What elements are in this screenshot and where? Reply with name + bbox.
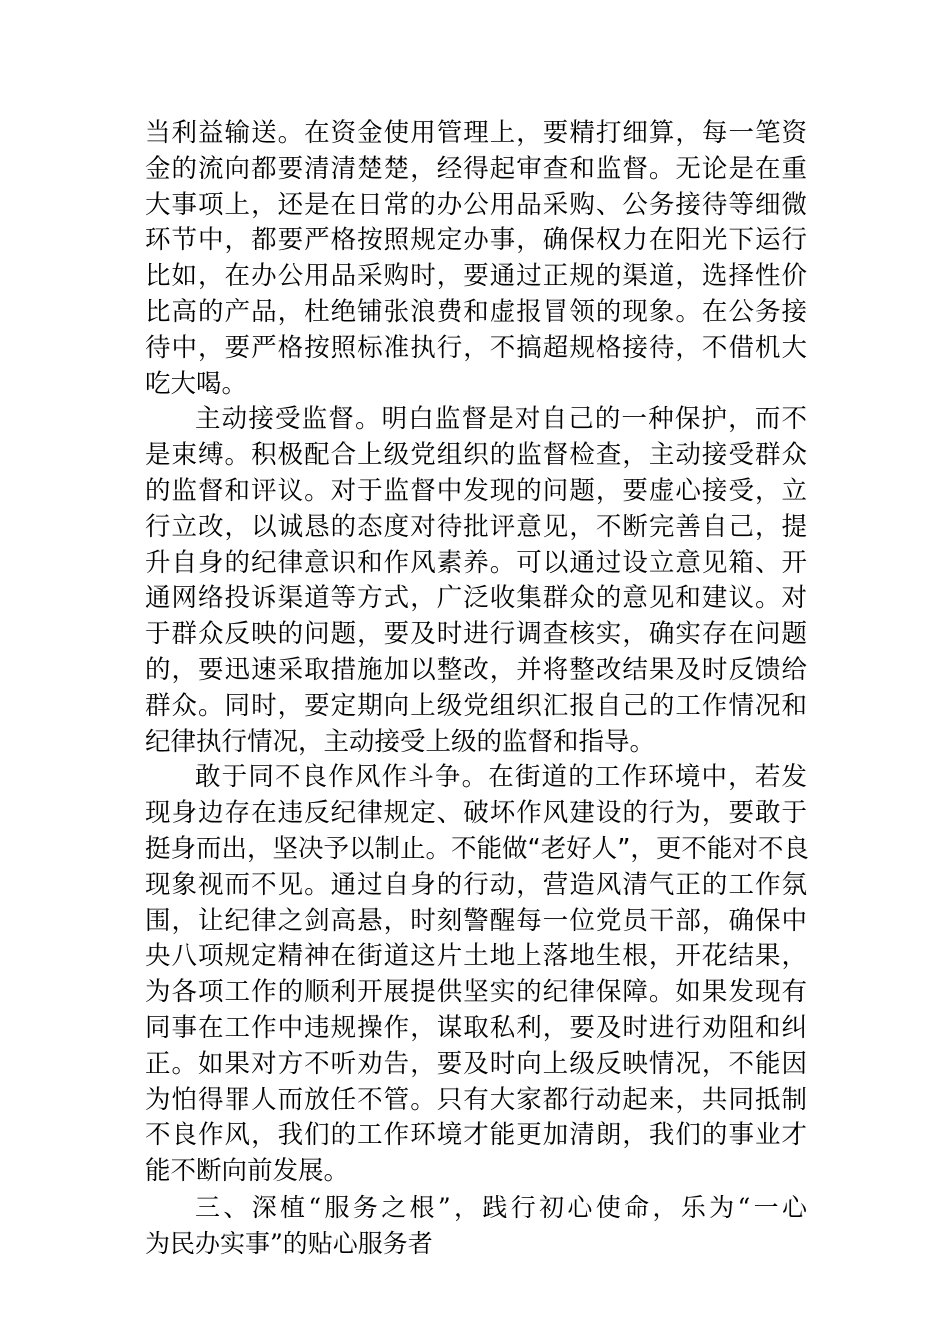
text-line: 吃大喝。 — [145, 368, 248, 399]
text-line: 比高的产品，杜绝铺张浪费和虚报冒领的现象。在公务接 — [145, 296, 807, 327]
text-line: 央八项规定精神在街道这片土地上落地生根，开花结果， — [145, 941, 807, 972]
text-line: 比如，在办公用品采购时，要通过正规的渠道，选择性价 — [145, 261, 807, 292]
text-line: 当利益输送。在资金使用管理上，要精打细算，每一笔资 — [145, 118, 807, 148]
text-line: 是束缚。积极配合上级党组织的监督检查，主动接受群众 — [145, 440, 807, 471]
document-body — [145, 116, 807, 1262]
section-heading-line: 三、深植“服务之根”，践行初心使命，乐为“一心 — [195, 1192, 807, 1222]
text-line: 升自身的纪律意识和作风素养。可以通过设立意见箱、开 — [145, 547, 807, 578]
text-line: 的监督和评议。对于监督中发现的问题，要虚心接受，立 — [145, 475, 807, 506]
section-heading-line: 为民办实事”的贴心服务者 — [145, 1228, 433, 1258]
text-line: 为怕得罪人而放任不管。只有大家都行动起来，共同抵制 — [145, 1084, 807, 1115]
text-line: 现身边存在违反纪律规定、破坏作风建设的行为，要敢于 — [145, 798, 807, 829]
text-line: 群众。同时，要定期向上级党组织汇报自己的工作情况和 — [145, 690, 807, 721]
paragraph-start-line: 敢于同不良作风作斗争。在街道的工作环境中，若发 — [195, 762, 807, 793]
text-line: 通网络投诉渠道等方式，广泛收集群众的意见和建议。对 — [145, 583, 807, 614]
text-line: 于群众反映的问题，要及时进行调查核实，确实存在问题 — [145, 619, 807, 650]
text-line: 待中，要严格按照标准执行，不搞超规格接待，不借机大 — [145, 332, 807, 363]
text-line: 环节中，都要严格按照规定办事，确保权力在阳光下运行 — [145, 225, 807, 256]
text-line: 金的流向都要清清楚楚，经得起审查和监督。无论是在重 — [145, 153, 807, 184]
text-line: 大事项上，还是在日常的办公用品采购、公务接待等细微 — [145, 189, 807, 220]
text-line: 能不断向前发展。 — [145, 1156, 350, 1187]
text-line: 行立改，以诚恳的态度对待批评意见，不断完善自己，提 — [145, 511, 807, 542]
text-line: 现象视而不见。通过自身的行动，营造风清气正的工作氛 — [145, 869, 807, 900]
text-line: 挺身而出，坚决予以制止。不能做“老好人”，更不能对不良 — [145, 833, 809, 864]
text-line: 的，要迅速采取措施加以整改，并将整改结果及时反馈给 — [145, 654, 807, 685]
text-line: 不良作风，我们的工作环境才能更加清朗，我们的事业才 — [145, 1120, 807, 1151]
text-line: 同事在工作中违规操作，谋取私利，要及时进行劝阻和纠 — [145, 1012, 807, 1043]
text-line: 为各项工作的顺利开展提供坚实的纪律保障。如果发现有 — [145, 977, 807, 1008]
paragraph-start-line: 主动接受监督。明白监督是对自己的一种保护，而不 — [195, 404, 807, 435]
text-line: 围，让纪律之剑高悬，时刻警醒每一位党员干部，确保中 — [145, 905, 807, 936]
text-line: 正。如果对方不听劝告，要及时向上级反映情况，不能因 — [145, 1048, 807, 1079]
text-line: 纪律执行情况，主动接受上级的监督和指导。 — [145, 726, 656, 757]
